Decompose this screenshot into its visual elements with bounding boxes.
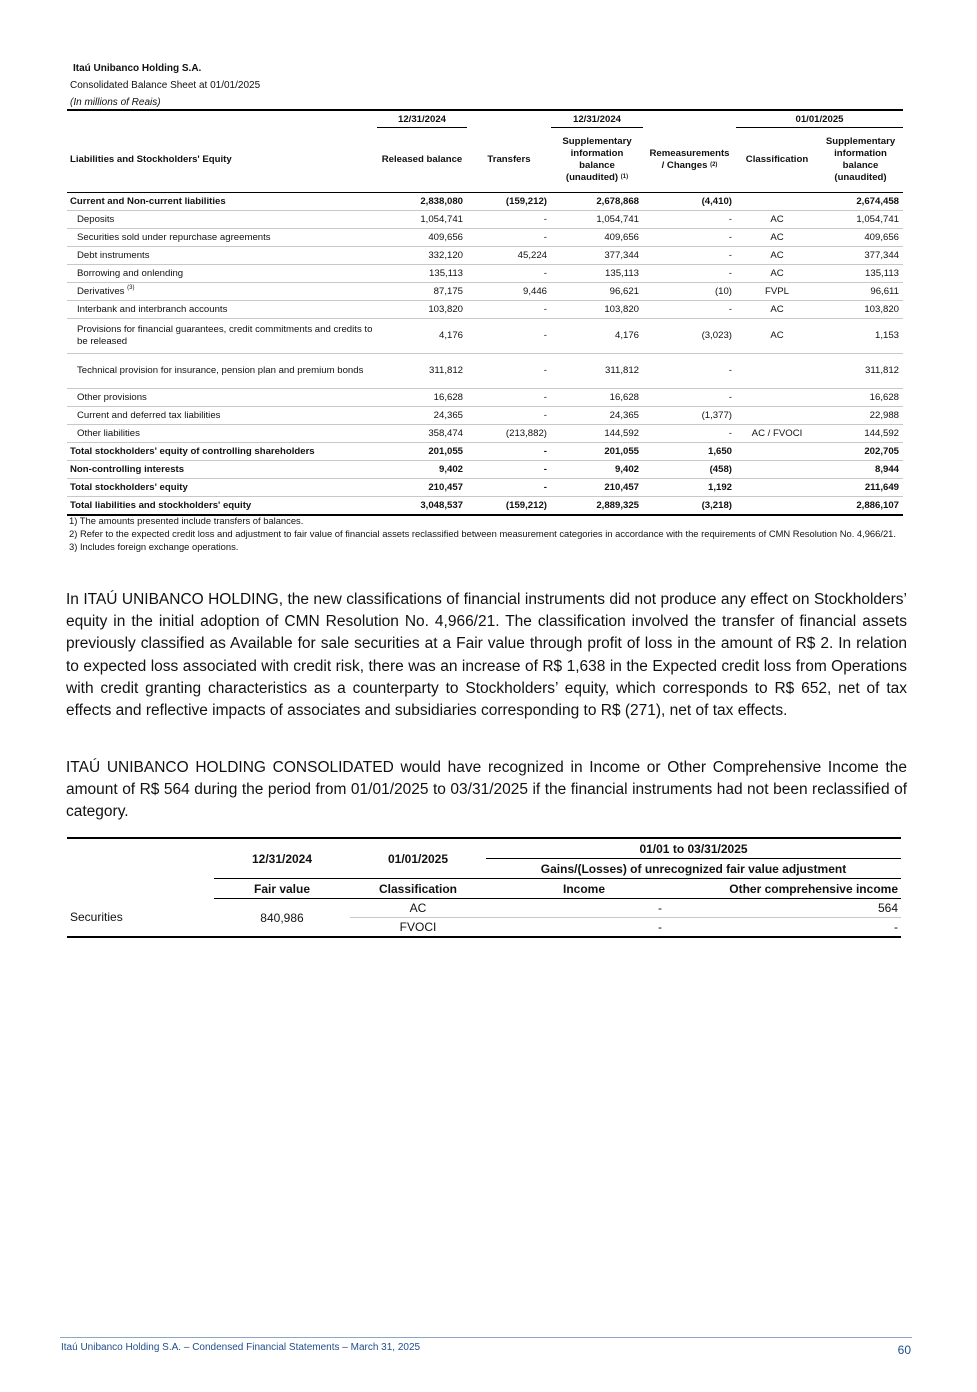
classification-header: Classification — [350, 879, 486, 899]
oci-header: Other comprehensive income — [682, 879, 901, 899]
cell-transfers: - — [467, 229, 551, 247]
paragraph-adoption-effects: In ITAÚ UNIBANCO HOLDING, the new classifications of financial instruments did not produce any effect on Stockholders’ equity in the initial adoption of CMN Resolution No. 4,966/21. The classification involved the transfer of financial assets previously classified as Available for sale securities at a Fair value through profit of loss in the amount of R$ 2. In relation to expected loss associated with credit risk, there was an increase of R$ 1,638 in the Expected credit loss from Operations with credit granting characteristics as a counterparty to Stockholders’ equity, which corresponds to R$ 652, net of tax effects and reflective impacts of associates and subsidiaries corresponding to R$ (271), net of tax effects. — [66, 591, 907, 720]
cell-classification — [736, 497, 818, 516]
cell-final: 16,628 — [818, 389, 903, 407]
cell-classification — [736, 443, 818, 461]
cell-transfers: - — [467, 479, 551, 497]
row-label: Deposits — [67, 211, 377, 229]
cell-final: 103,820 — [818, 301, 903, 319]
classification-column-header: Classification — [745, 154, 809, 165]
balance-row — [67, 443, 903, 461]
cell-final: 311,812 — [818, 354, 903, 389]
balance-row — [67, 354, 903, 389]
cell-classification: AC — [736, 301, 818, 319]
cell-supplementary: 2,889,325 — [551, 497, 643, 516]
cell-supplementary: 409,656 — [551, 229, 643, 247]
cell-transfers: - — [467, 354, 551, 389]
cell-supplementary: 201,055 — [551, 443, 643, 461]
cell-classification: AC / FVOCI — [736, 425, 818, 443]
row-label: Current and Non-current liabilities — [67, 193, 377, 211]
cell-remeasurements: (4,410) — [643, 193, 736, 211]
cell-final: 2,674,458 — [818, 193, 903, 211]
cell-classification — [736, 461, 818, 479]
cell-remeasurements: - — [643, 389, 736, 407]
securities-fair-value: 840,986 — [214, 899, 350, 938]
cell-remeasurements: 1,650 — [643, 443, 736, 461]
cell-released: 16,628 — [377, 389, 467, 407]
cell-supplementary: 210,457 — [551, 479, 643, 497]
cell-remeasurements: - — [643, 265, 736, 283]
row-label: Total stockholders' equity — [67, 479, 377, 497]
balance-row — [67, 497, 903, 516]
footnote-2: 2) Refer to the expected credit loss and adjustment to fair value of financial assets reclassified between measurement categories in accordance with the requirements of CMN Resolution No. 4,966/21. — [69, 528, 896, 539]
balance-sheet-table — [67, 109, 903, 516]
cell-released: 9,402 — [377, 461, 467, 479]
cell-supplementary: 4,176 — [551, 319, 643, 354]
oci-ac: 564 — [682, 899, 901, 918]
cell-classification — [736, 193, 818, 211]
cell-supplementary: 96,621 — [551, 283, 643, 301]
cell-remeasurements: - — [643, 211, 736, 229]
row-label: Debt instruments — [67, 247, 377, 265]
securities-date1-header: 12/31/2024 — [214, 838, 350, 879]
label-column-header: Liabilities and Stockholders' Equity — [70, 153, 232, 165]
cell-released: 3,048,537 — [377, 497, 467, 516]
cell-remeasurements: - — [643, 229, 736, 247]
footnotes — [69, 514, 902, 553]
cell-classification — [736, 407, 818, 425]
cell-classification: AC — [736, 265, 818, 283]
securities-date2-header: 01/01/2025 — [350, 838, 486, 879]
cell-transfers: - — [467, 443, 551, 461]
cell-remeasurements: (458) — [643, 461, 736, 479]
balance-row — [67, 407, 903, 425]
income-header: Income — [486, 879, 682, 899]
cell-final: 409,656 — [818, 229, 903, 247]
securities-period-header: 01/01 to 03/31/2025 — [486, 838, 901, 859]
company-name: Itaú Unibanco Holding S.A. — [73, 63, 202, 74]
balance-row — [67, 247, 903, 265]
row-label: Non-controlling interests — [67, 461, 377, 479]
cell-remeasurements: - — [643, 354, 736, 389]
footer-text: Itaú Unibanco Holding S.A. – Condensed Financial Statements – March 31, 2025 — [61, 1342, 421, 1353]
balance-row — [67, 425, 903, 443]
supplementary-column-header: Supplementary information balance (unaudited) $^{(1)}$ — [562, 136, 632, 183]
cell-classification: AC — [736, 247, 818, 265]
cell-remeasurements: (3,023) — [643, 319, 736, 354]
row-label: Borrowing and onlending — [67, 265, 377, 283]
footnote-1: 1) The amounts presented include transfers of balances. — [69, 515, 304, 526]
cell-supplementary: 311,812 — [551, 354, 643, 389]
cell-final: 202,705 — [818, 443, 903, 461]
cell-remeasurements: - — [643, 301, 736, 319]
cell-supplementary: 135,113 — [551, 265, 643, 283]
document-header — [70, 60, 260, 111]
cell-transfers: - — [467, 211, 551, 229]
cell-transfers: 45,224 — [467, 247, 551, 265]
cell-released: 87,175 — [377, 283, 467, 301]
row-label-note: (3) — [127, 285, 135, 291]
securities-label: Securities — [67, 899, 214, 938]
gains-losses-header: Gains/(Losses) of unrecognized fair value adjustment — [486, 859, 901, 879]
cell-remeasurements: (10) — [643, 283, 736, 301]
row-label: Technical provision for insurance, pension plan and premium bonds — [67, 354, 377, 389]
cell-final: 22,988 — [818, 407, 903, 425]
balance-row — [67, 461, 903, 479]
cell-transfers: 9,446 — [467, 283, 551, 301]
cell-released: 210,457 — [377, 479, 467, 497]
statement-subtitle: Consolidated Balance Sheet at 01/01/2025 — [70, 80, 261, 91]
cell-transfers: (159,212) — [467, 193, 551, 211]
footer-divider — [60, 1337, 912, 1338]
cell-remeasurements: (1,377) — [643, 407, 736, 425]
row-label: Interbank and interbranch accounts — [67, 301, 377, 319]
cell-classification: AC — [736, 229, 818, 247]
cell-transfers: (213,882) — [467, 425, 551, 443]
balance-row — [67, 319, 903, 354]
cell-classification — [736, 479, 818, 497]
balance-row — [67, 211, 903, 229]
cell-released: 24,365 — [377, 407, 467, 425]
transfers-column-header: Transfers — [487, 153, 531, 165]
cell-final: 2,886,107 — [818, 497, 903, 516]
cell-final: 211,649 — [818, 479, 903, 497]
page-number: 60 — [897, 1343, 911, 1357]
cell-released: 201,055 — [377, 443, 467, 461]
cell-released: 311,812 — [377, 354, 467, 389]
cell-supplementary: 16,628 — [551, 389, 643, 407]
cell-remeasurements: (3,218) — [643, 497, 736, 516]
income-fvoci: - — [486, 918, 682, 938]
row-label: Total liabilities and stockholders' equity — [67, 497, 377, 516]
balance-row — [67, 301, 903, 319]
cell-final: 144,592 — [818, 425, 903, 443]
released-column-header: Released balance — [381, 154, 463, 165]
cell-released: 2,838,080 — [377, 193, 467, 211]
balance-row — [67, 283, 903, 301]
cell-classification — [736, 354, 818, 389]
cell-supplementary: 1,054,741 — [551, 211, 643, 229]
cell-supplementary: 144,592 — [551, 425, 643, 443]
row-label: Current and deferred tax liabilities — [67, 407, 377, 425]
row-label: Securities sold under repurchase agreements — [67, 229, 377, 247]
cell-transfers: (159,212) — [467, 497, 551, 516]
cell-released: 4,176 — [377, 319, 467, 354]
oci-fvoci: - — [682, 918, 901, 938]
cell-remeasurements: - — [643, 425, 736, 443]
cell-final: 8,944 — [818, 461, 903, 479]
balance-row — [67, 229, 903, 247]
row-label: Total stockholders' equity of controlling shareholders — [67, 443, 377, 461]
cell-released: 103,820 — [377, 301, 467, 319]
cell-classification: FVPL — [736, 283, 818, 301]
released-date-header: 12/31/2024 — [377, 111, 467, 128]
cell-supplementary: 2,678,868 — [551, 193, 643, 211]
balance-row — [67, 265, 903, 283]
row-label: Derivatives $^{(3)}$ — [67, 283, 377, 301]
post-adoption-date-header: 01/01/2025 — [736, 111, 903, 128]
balance-row — [67, 479, 903, 497]
row-label: Other provisions — [67, 389, 377, 407]
cell-transfers: - — [467, 301, 551, 319]
cell-final: 1,054,741 — [818, 211, 903, 229]
classification-ac: AC — [350, 899, 486, 918]
cell-transfers: - — [467, 389, 551, 407]
remeasurements-column-header: Remeasurements / Changes $^{(2)}$ — [649, 147, 730, 171]
fair-value-header: Fair value — [214, 879, 350, 899]
row-label: Other liabilities — [67, 425, 377, 443]
balance-row — [67, 193, 903, 211]
cell-transfers: - — [467, 407, 551, 425]
cell-final: 96,611 — [818, 283, 903, 301]
securities-table — [67, 837, 901, 938]
cell-final: 135,113 — [818, 265, 903, 283]
cell-released: 1,054,741 — [377, 211, 467, 229]
cell-supplementary: 103,820 — [551, 301, 643, 319]
units-note: (In millions of Reais) — [70, 97, 161, 108]
supplementary-date-header: 12/31/2024 — [551, 111, 643, 128]
cell-transfers: - — [467, 265, 551, 283]
row-label: Provisions for financial guarantees, credit commitments and credits to be released — [67, 319, 377, 354]
cell-supplementary: 9,402 — [551, 461, 643, 479]
cell-remeasurements: 1,192 — [643, 479, 736, 497]
income-ac: - — [486, 899, 682, 918]
cell-transfers: - — [467, 461, 551, 479]
cell-classification: AC — [736, 211, 818, 229]
footnote-3: 3) Includes foreign exchange operations. — [69, 541, 239, 552]
cell-transfers: - — [467, 319, 551, 354]
cell-classification: AC — [736, 319, 818, 354]
balance-row — [67, 389, 903, 407]
cell-released: 332,120 — [377, 247, 467, 265]
cell-remeasurements: - — [643, 247, 736, 265]
classification-fvoci: FVOCI — [350, 918, 486, 938]
cell-final: 1,153 — [818, 319, 903, 354]
cell-released: 135,113 — [377, 265, 467, 283]
cell-supplementary: 24,365 — [551, 407, 643, 425]
balance-sheet-body — [67, 193, 903, 516]
cell-supplementary: 377,344 — [551, 247, 643, 265]
final-column-header: Supplementary information balance (unaudited) — [825, 136, 896, 183]
cell-released: 409,656 — [377, 229, 467, 247]
cell-classification — [736, 389, 818, 407]
paragraph-reclassification-impact: ITAÚ UNIBANCO HOLDING CONSOLIDATED would have recognized in Income or Other Comprehensive Income the amount of R$ 564 during the period from 01/01/2025 to 03/31/2025 if the financial instruments had not been reclassified of category. — [66, 759, 907, 821]
cell-final: 377,344 — [818, 247, 903, 265]
cell-released: 358,474 — [377, 425, 467, 443]
